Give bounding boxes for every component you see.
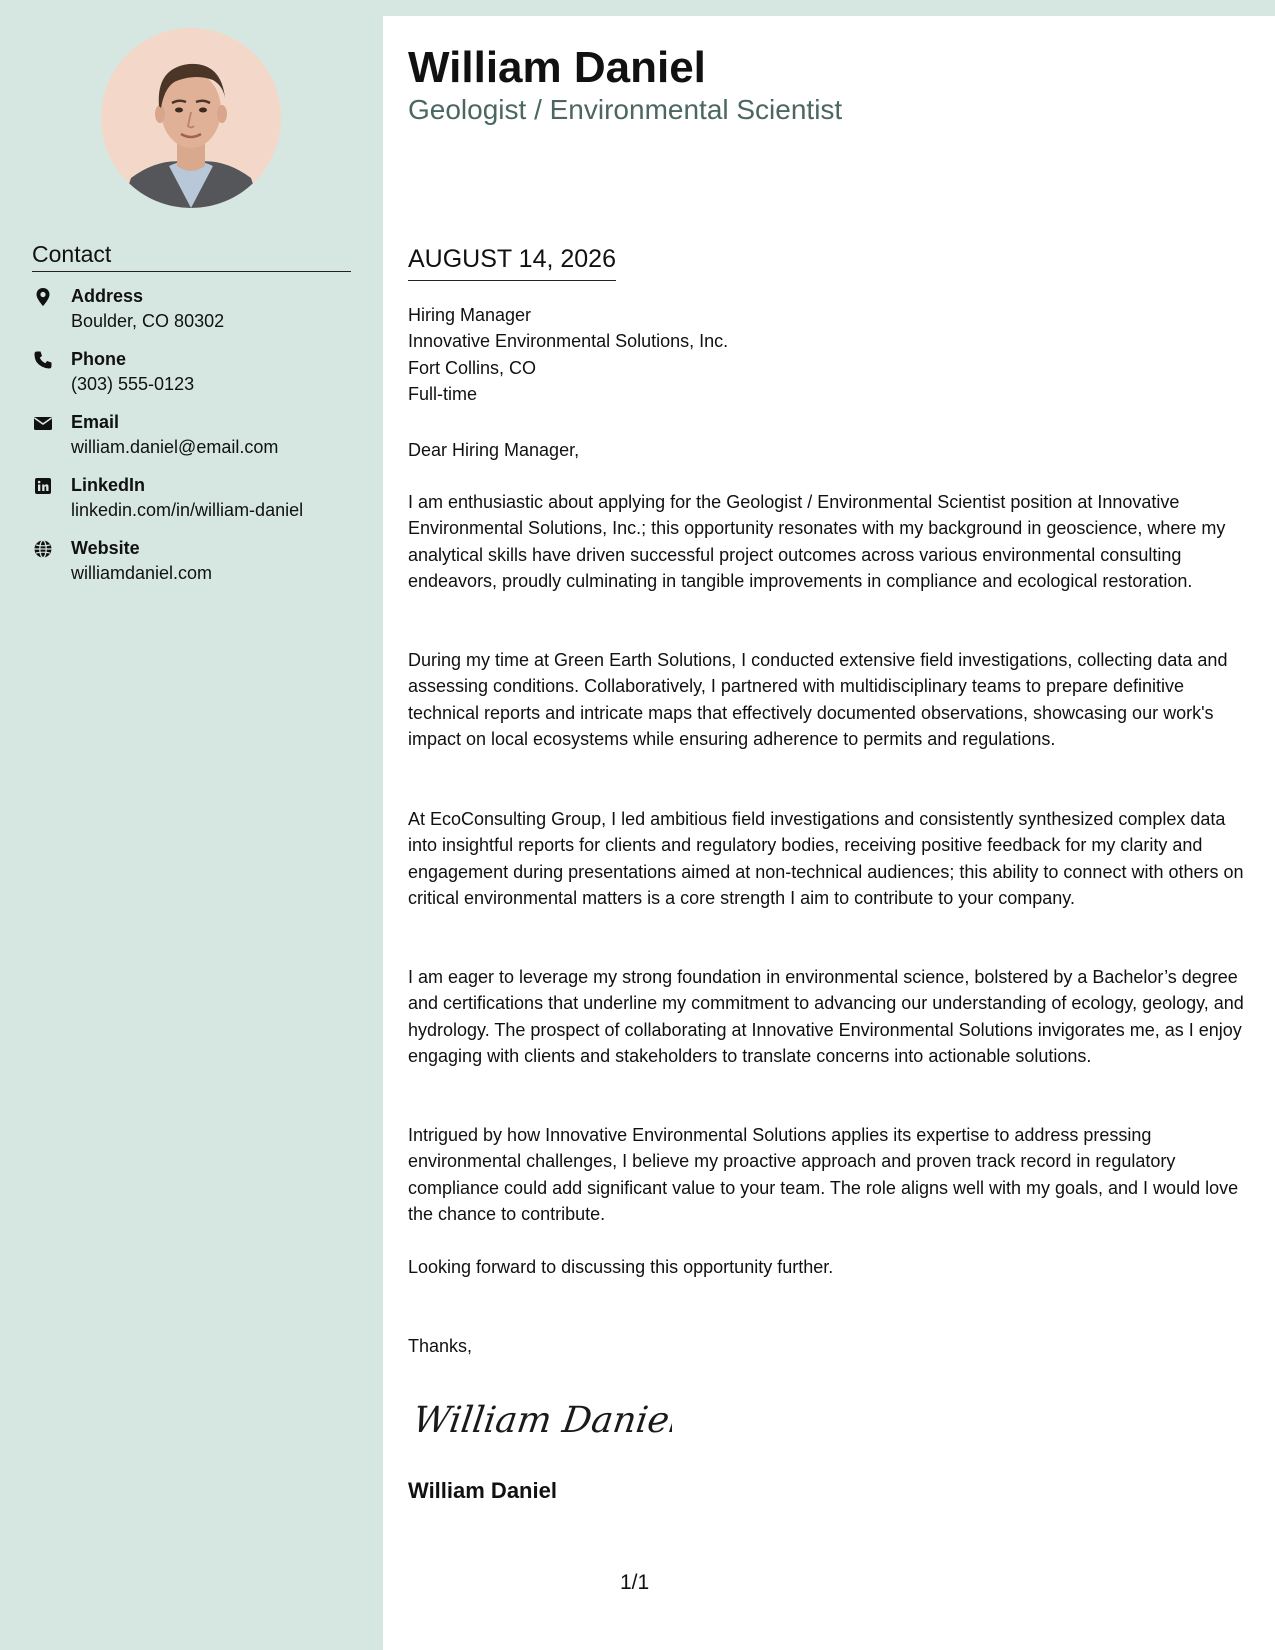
phone-value[interactable]: (303) 555-0123: [71, 374, 195, 394]
contact-item-address: [32, 284, 372, 347]
recipient-line: Fort Collins, CO: [408, 357, 537, 378]
linkedin-icon: [33, 476, 53, 496]
sign-off: Thanks,: [408, 1336, 473, 1356]
contact-label: Address: [71, 286, 144, 306]
map-pin-icon: [33, 287, 53, 307]
applicant-role: Geologist / Environmental Scientist: [408, 94, 843, 125]
recipient-line: Hiring Manager: [408, 305, 532, 325]
website-value[interactable]: williamdaniel.com: [71, 563, 213, 583]
letter-paragraph: During my time at Green Earth Solutions, I conducted extensive field investigations, collecting data and assessing conditions. Collaboratively, I partnered with multidisciplinary teams to prepare definitive technical reports and intricate maps that effectively documented observations, showcasing our work's impact on local ecosystems while ensuring adherence to permits and regulations.: [408, 650, 1228, 750]
signed-name: William Daniel: [408, 1478, 557, 1503]
contact-item-phone: [32, 347, 372, 410]
envelope-icon: [33, 413, 53, 433]
email-value[interactable]: william.daniel@email.com: [71, 437, 279, 457]
sidebar: [0, 0, 383, 1650]
linkedin-value[interactable]: linkedin.com/in/william-daniel: [71, 500, 304, 520]
applicant-name: William Daniel: [408, 43, 706, 92]
contact-label: Email: [71, 412, 120, 432]
handwritten-signature: [412, 1388, 672, 1448]
recipient-line: Innovative Environmental Solutions, Inc.: [408, 331, 729, 352]
profile-photo: [101, 28, 281, 208]
letter-paragraph: I am eager to leverage my strong foundation in environmental science, bolstered by a Bachelor’s degree and certifications that underline my commitment to advancing our understanding of ecology, geology, and hydrology. The prospect of collaborating at Innovative Environmental Solutions invigorates me, as I enjoy engaging with clients and stakeholders to translate concerns into actionable solutions.: [408, 967, 1244, 1067]
contact-heading: Contact: [32, 240, 351, 272]
letter-date: AUGUST 14, 2026: [408, 244, 616, 281]
recipient-block: [408, 302, 1250, 408]
contact-item-linkedin: [32, 473, 372, 536]
letter-paragraph: Intrigued by how Innovative Environmental Solutions applies its expertise to address pressing environmental challenges, I believe my proactive approach and proven track record in regulatory compliance could add significant value to your team. The role aligns well with my goals, and I would love the chance to contribute.: [408, 1125, 1239, 1225]
contact-item-email: [32, 410, 372, 473]
contact-label: Phone: [71, 349, 127, 369]
contact-list: [32, 284, 372, 599]
phone-icon: [33, 350, 53, 370]
salutation: Dear Hiring Manager,: [408, 440, 580, 460]
contact-label: Website: [71, 538, 140, 558]
address-value: Boulder, CO 80302: [71, 311, 225, 331]
avatar-illustration: [101, 28, 281, 208]
contact-label: LinkedIn: [71, 475, 146, 495]
letter-paragraph: At EcoConsulting Group, I led ambitious field investigations and consistently synthesized complex data into insightful reports for clients and regulatory bodies, receiving positive feedback for my clarity and engagement during presentations aimed at non-technical audiences; this ability to connect with others on critical environmental matters is a core strength I aim to contribute to your company.: [408, 809, 1244, 909]
contact-item-website: [32, 536, 372, 599]
letter-paragraph: I am enthusiastic about applying for the Geologist / Environmental Scientist position at Innovative Environmental Solutions, Inc.; this opportunity resonates with my background in geoscience, where my analytical skills have driven successful project outcomes across various environmental consulting endeavors, proudly culminating in tangible improvements in compliance and ecological restoration.: [408, 492, 1226, 592]
recipient-line: Full-time: [408, 384, 478, 405]
globe-icon: [33, 539, 53, 559]
svg-text:William Daniel: William Daniel: [412, 1398, 672, 1441]
page-number: 1/1: [620, 1571, 650, 1594]
closing-line: Looking forward to discussing this opportunity further.: [408, 1257, 834, 1277]
